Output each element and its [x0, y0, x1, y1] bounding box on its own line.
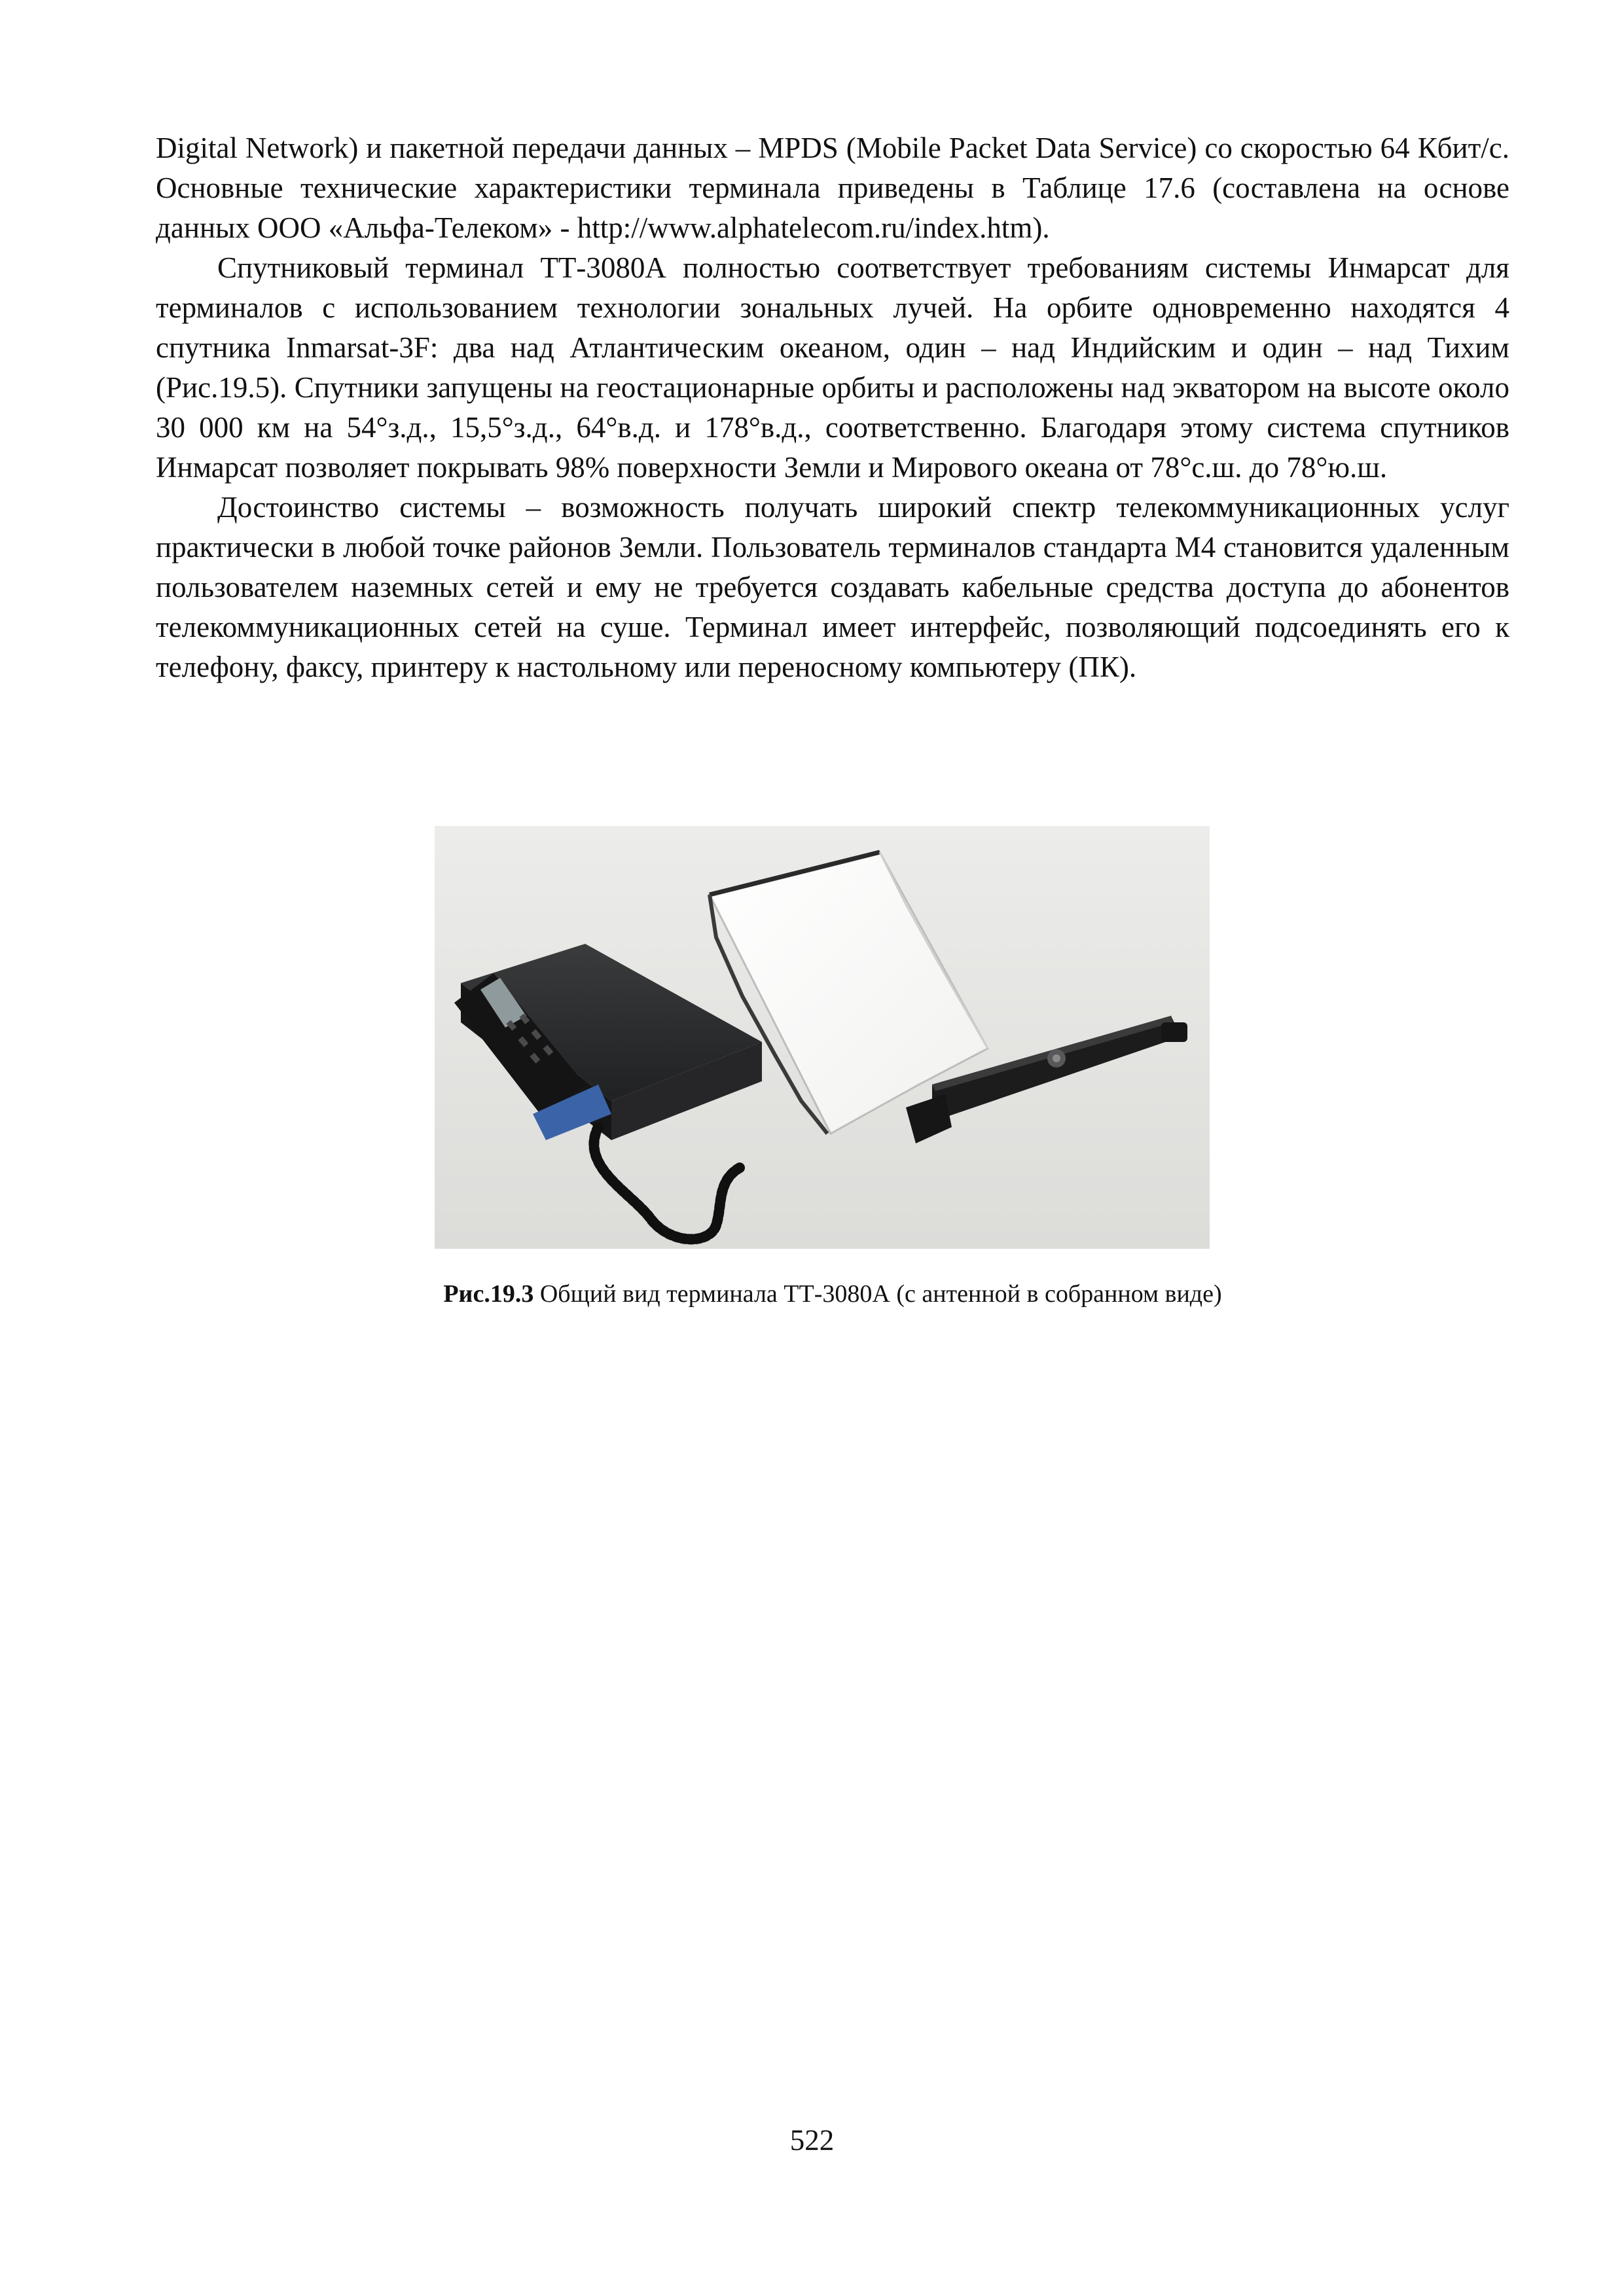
paragraph-2: Спутниковый терминал ТТ-3080А полностью соответствует требованиям системы Инмарсат для терминалов с использованием технологии зональных лучей. На орбите одновременно находятся 4 спутника Inmarsat-3F: два над Атлантическим океаном, один – над Индийским и один – над Тихим (Рис.19.5). Спутники запущены на геостационарные орбиты и расположены над экватором на высоте около 30 000 км на 54°з.д., 15,5°з.д., 64°в.д. и 178°в.д., соответственно. Благодаря этому система спутников Инмарсат позволяет покрывать 98% поверхности Земли и Мирового океана от 78°с.ш. до 78°ю.ш. — [156, 251, 1509, 484]
body-text — [156, 128, 1509, 687]
paragraph-3: Достоинство системы – возможность получать широкий спектр телекоммуникационных услуг практически в любой точке районов Земли. Пользователь терминалов стандарта М4 становится удаленным пользователем наземных сетей и ему не требуется создавать кабельные средства доступа до абонентов телекоммуникационных сетей на суше. Терминал имеет интерфейс, позволяющий подсоединять его к телефону, факсу, принтеру к настольному или переносному компьютеру (ПК). — [156, 491, 1509, 683]
paragraph-1: Digital Network) и пакетной передачи данных – MPDS (Mobile Packet Data Service) со скоростью 64 Кбит/с. Основные технические характеристики терминала приведены в Таблице 17.6 (составлена на основе данных ООО «Альфа-Телеком» - http://www.alphatelecom.ru/index.htm). — [156, 132, 1509, 244]
page-number: 522 — [789, 2124, 835, 2157]
caption-text: Общий вид терминала ТТ-3080А (с антенной в собранном виде) — [533, 1280, 1222, 1308]
terminal-photo — [435, 826, 1210, 1249]
figure-caption — [156, 1278, 1509, 1310]
caption-label: Рис.19.3 — [443, 1280, 534, 1308]
